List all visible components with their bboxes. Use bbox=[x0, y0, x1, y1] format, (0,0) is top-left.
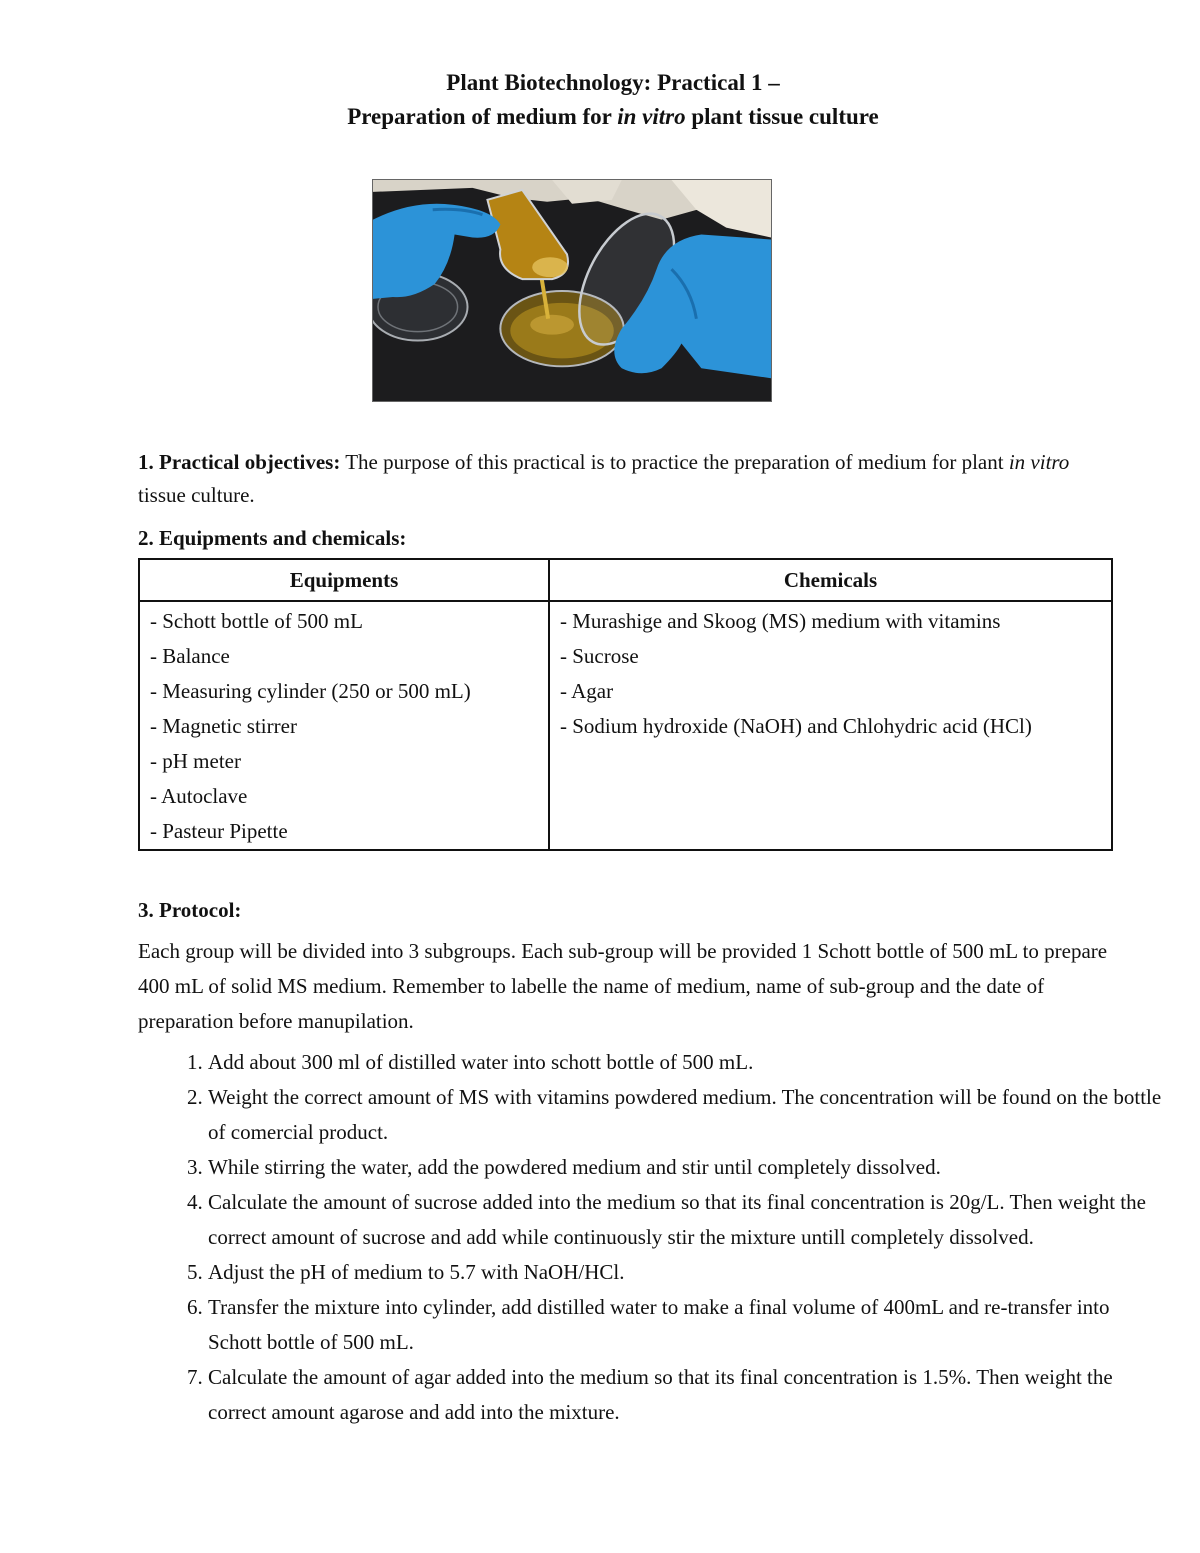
title-line-2 bbox=[0, 100, 1200, 134]
title-line-2-end: plant tissue culture bbox=[685, 104, 879, 129]
equipment-heading: 2. Equipments and chemicals: bbox=[138, 526, 407, 550]
protocol-step: 7. Calculate the amount of agar added into the medium so that its final concentration is 1.5%. Then weight the correct amount agarose and add into the mixture. bbox=[208, 1360, 1168, 1430]
equipment-table bbox=[138, 558, 1113, 851]
list-item: - Sodium hydroxide (NaOH) and Chlohydric acid (HCl) bbox=[560, 714, 1032, 738]
objectives-text-end: tissue culture. bbox=[138, 483, 255, 507]
equipments-header: Equipments bbox=[139, 559, 549, 601]
protocol-intro: Each group will be divided into 3 subgroups. Each sub-group will be provided 1 Schott bottle of 500 mL to prepare 400 mL of solid MS medium. Remember to labelle the name of medium, name of sub-group and the date of preparation before manupilation. bbox=[138, 939, 1108, 1033]
protocol-step: 4. Calculate the amount of sucrose added into the medium so that its final concentration is 20g/L. Then weight the correct amount of sucrose and add while continuously stir the mixture untill completely dissolved. bbox=[208, 1185, 1168, 1255]
title-line-2-italic: in vitro bbox=[617, 104, 686, 129]
list-item: - Autoclave bbox=[150, 784, 248, 808]
chemicals-cell bbox=[549, 601, 1112, 850]
document-title bbox=[0, 66, 1200, 134]
objectives-text-italic: in vitro bbox=[1008, 450, 1070, 474]
objectives-paragraph bbox=[138, 446, 1108, 512]
objectives-text-start: The purpose of this practical is to practice the preparation of medium for plant bbox=[340, 450, 1009, 474]
protocol-step: 1. Add about 300 ml of distilled water into schott bottle of 500 mL. bbox=[208, 1045, 1168, 1080]
list-item: - Sucrose bbox=[560, 644, 639, 668]
list-item: - Murashige and Skoog (MS) medium with vitamins bbox=[560, 609, 1001, 633]
chemicals-header: Chemicals bbox=[549, 559, 1112, 601]
title-line-1: Plant Biotechnology: Practical 1 – bbox=[446, 70, 780, 95]
equipments-cell bbox=[139, 601, 549, 850]
list-item: - Magnetic stirrer bbox=[150, 714, 297, 738]
protocol-heading: 3. Protocol: bbox=[138, 898, 242, 922]
list-item: - pH meter bbox=[150, 749, 241, 773]
list-item: - Pasteur Pipette bbox=[150, 819, 288, 843]
list-item: - Schott bottle of 500 mL bbox=[150, 609, 363, 633]
table-row bbox=[139, 601, 1112, 850]
table-header-row bbox=[139, 559, 1112, 601]
protocol-step: 2. Weight the correct amount of MS with vitamins powdered medium. The concentration will be found on the bottle of comercial product. bbox=[208, 1080, 1168, 1150]
protocol-step: 3. While stirring the water, add the powdered medium and stir until completely dissolved. bbox=[208, 1150, 1168, 1185]
protocol-step: 5. Adjust the pH of medium to 5.7 with NaOH/HCl. bbox=[208, 1255, 1168, 1290]
lab-photo bbox=[372, 179, 772, 402]
list-item: - Measuring cylinder (250 or 500 mL) bbox=[150, 679, 471, 703]
objectives-heading: 1. Practical objectives: bbox=[138, 450, 341, 474]
protocol-step: 6. Transfer the mixture into cylinder, add distilled water to make a final volume of 400mL and re-transfer into Schott bottle of 500 mL. bbox=[208, 1290, 1168, 1360]
protocol-steps bbox=[138, 1045, 1168, 1430]
list-item: - Agar bbox=[560, 679, 614, 703]
list-item: - Balance bbox=[150, 644, 230, 668]
title-line-2-start: Preparation of medium for bbox=[347, 104, 618, 129]
